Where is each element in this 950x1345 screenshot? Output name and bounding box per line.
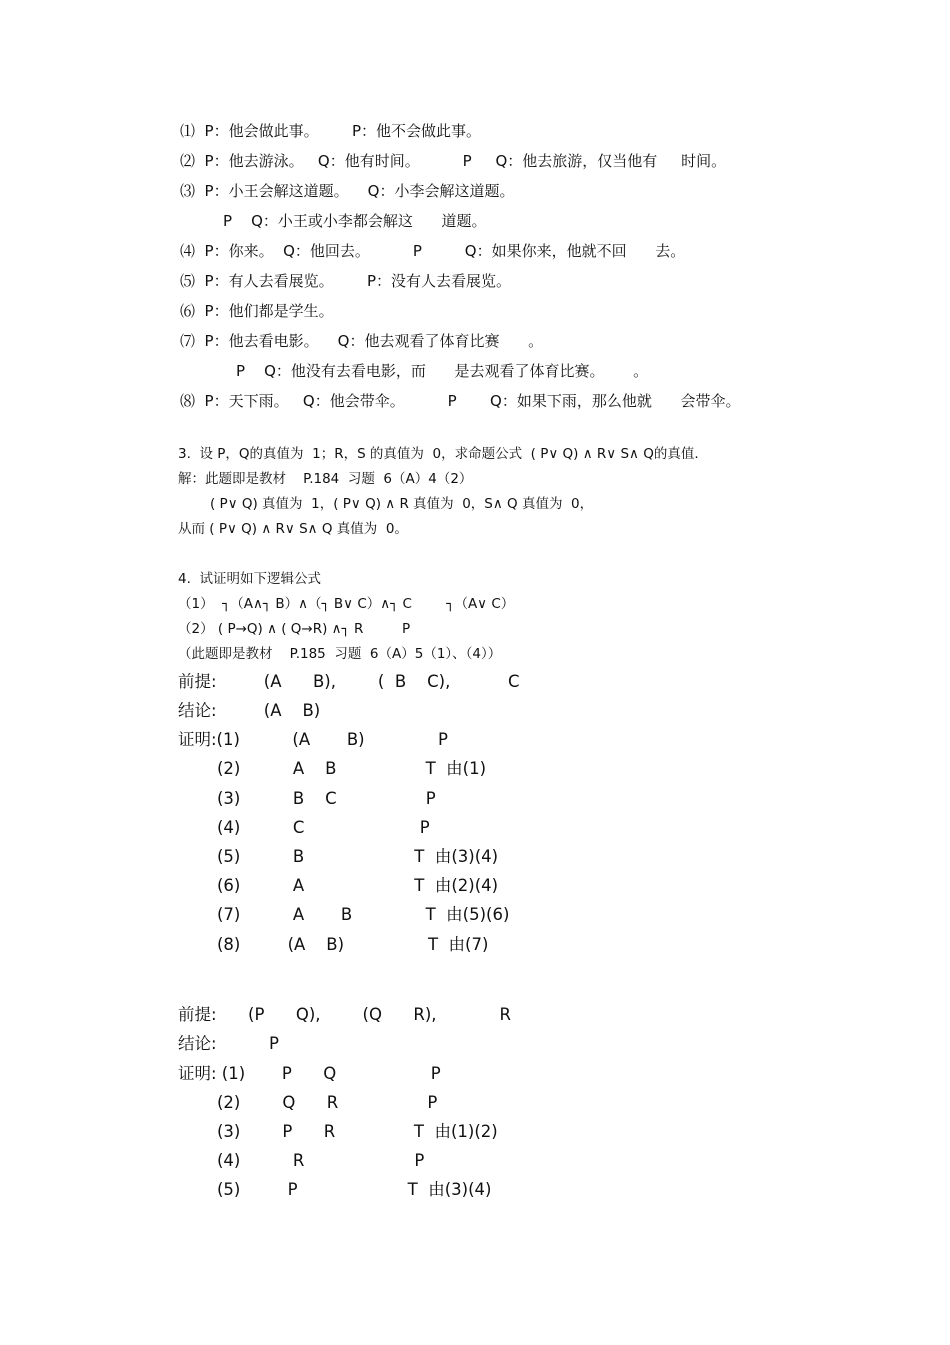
section1-line-9: P Q：他没有去看电影，而 是去观看了体育比赛。 。 — [236, 362, 649, 380]
section1-line-5: ⑷ P：你来。 Q：他回去。 P Q：如果你来，他就不回 去。 — [180, 242, 686, 260]
proof1-step-6: (6) A T 由(2)(4) — [217, 876, 499, 895]
section1-line-1: ⑴ P：他会做此事。 P：他不会做此事。 — [180, 122, 482, 140]
section4-heading: 4. 试证明如下逻辑公式 — [178, 571, 321, 587]
proof1-step-3: (3) B C P — [217, 789, 436, 808]
proof1-step-2: (2) A B T 由(1) — [217, 759, 487, 778]
section1-line-6: ⑸ P：有人去看展览。 P：没有人去看展览。 — [180, 272, 512, 290]
proof2-premise: 前提: (P Q), (Q R), R — [178, 1005, 511, 1024]
section3-answer-values: ( P∨ Q) 真值为 1，( P∨ Q) ∧ R 真值为 0，S∧ Q 真值为 0， — [210, 496, 594, 512]
section1-line-8: ⑺ P：他去看电影。 Q：他去观看了体育比赛 。 — [180, 332, 544, 350]
section4-ref: （此题即是教材 P.185 习题 6（A）5（1）、（4）） — [178, 646, 502, 662]
proof2-step-4: (4) R P — [217, 1151, 425, 1170]
proof2-step-5: (5) P T 由(3)(4) — [217, 1180, 492, 1199]
proof1-step-5: (5) B T 由(3)(4) — [217, 847, 499, 866]
section1-line-7: ⑹ P：他们都是学生。 — [180, 302, 334, 320]
proof2-step-1: 证明: (1) P Q P — [178, 1064, 441, 1083]
section1-line-3: ⑶ P：小王会解这道题。 Q：小李会解这道题。 — [180, 182, 515, 200]
proof1-step-7: (7) A B T 由(5)(6) — [217, 905, 510, 924]
section3-question: 3. 设 P，Q的真值为 1；R，S 的真值为 0，求命题公式 ( P∨ Q) ∧ R∨ S∧ Q的真值. — [178, 446, 699, 462]
section1-line-4: P Q：小王或小李都会解这 道题。 — [223, 212, 487, 230]
section3-answer-result: 从而 ( P∨ Q) ∧ R∨ S∧ Q 真值为 0。 — [178, 521, 408, 537]
proof1-step-8: (8) (A B) T 由(7) — [217, 935, 489, 954]
proof1-conclusion: 结论: (A B) — [178, 701, 321, 720]
section4-formula-2: （2） ( P→Q) ∧ ( Q→R) ∧┐ R P — [178, 621, 411, 637]
proof1-premise: 前提: (A B), ( B C), C — [178, 672, 520, 691]
proof2-conclusion: 结论: P — [178, 1034, 279, 1053]
section1-line-10: ⑻ P：天下雨。 Q：他会带伞。 P Q：如果下雨，那么他就 会带伞。 — [180, 392, 741, 410]
section1-line-2: ⑵ P：他去游泳。 Q：他有时间。 P Q：他去旅游，仅当他有 时间。 — [180, 152, 727, 170]
proof1-step-1: 证明:(1) (A B) P — [178, 730, 448, 749]
proof2-step-3: (3) P R T 由(1)(2) — [217, 1122, 498, 1141]
section4-formula-1: （1） ┐（A∧┐ B）∧（┐ B∨ C）∧┐ C ┐（A∨ C） — [178, 596, 515, 612]
section3-answer-ref: 解：此题即是教材 P.184 习题 6（A）4（2） — [178, 471, 473, 487]
proof1-step-4: (4) C P — [217, 818, 430, 837]
proof2-step-2: (2) Q R P — [217, 1093, 438, 1112]
